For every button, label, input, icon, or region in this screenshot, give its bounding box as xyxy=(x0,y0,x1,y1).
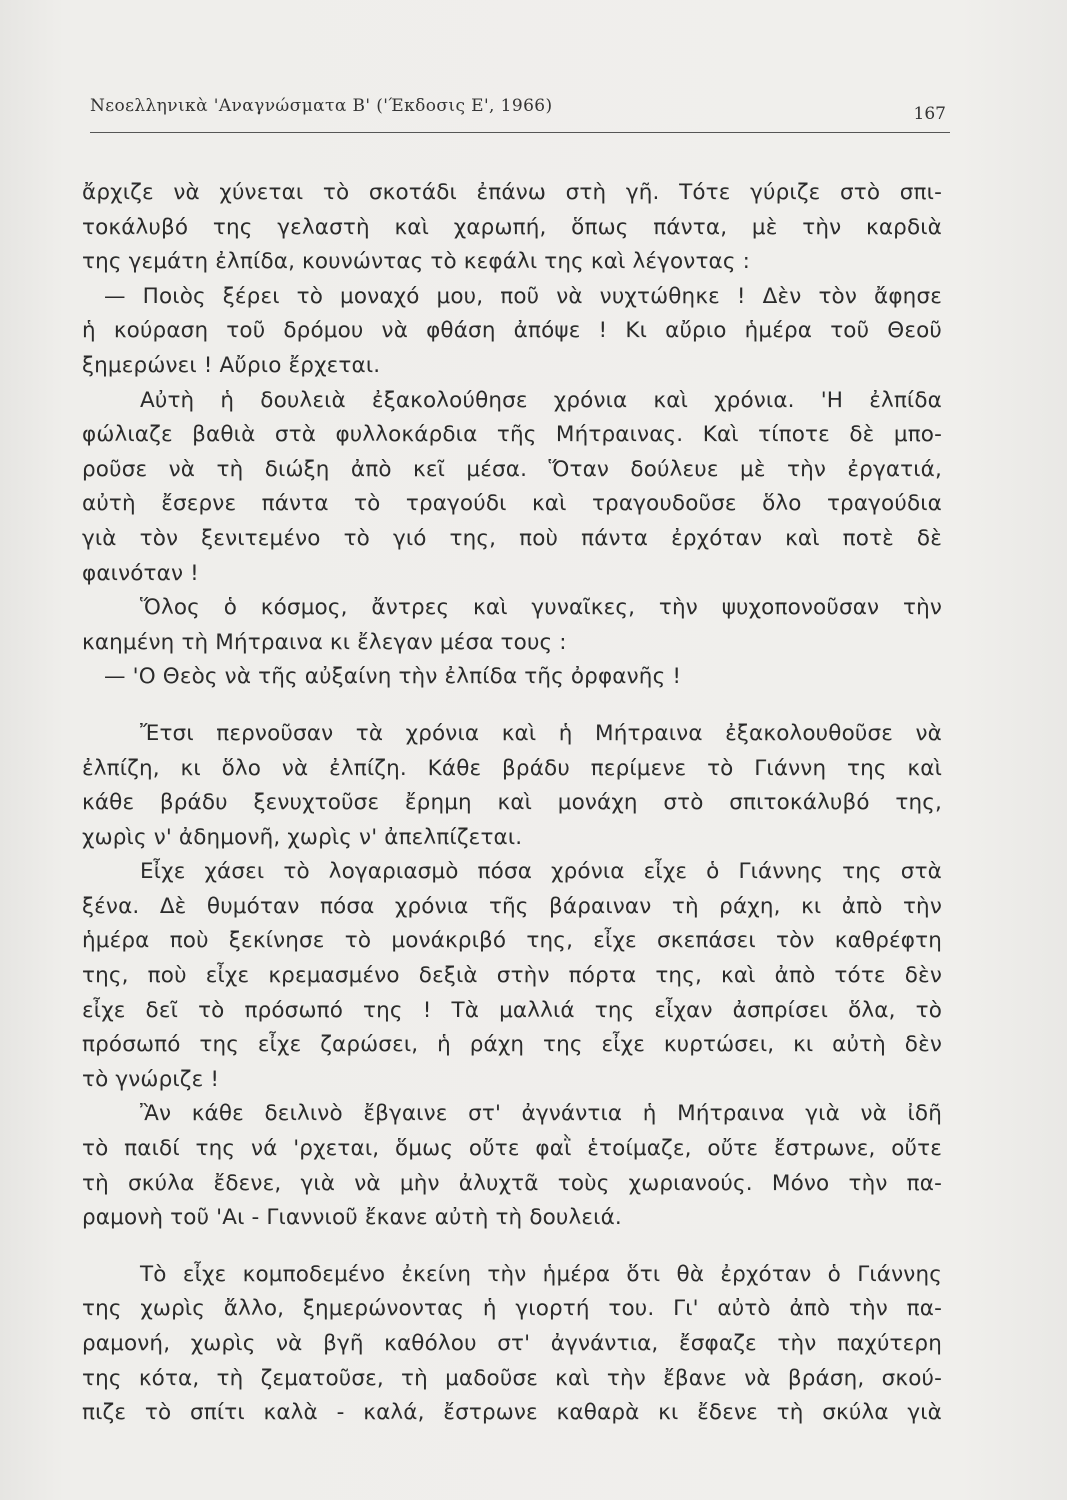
paragraph-gap xyxy=(82,1236,942,1258)
page-number: 167 xyxy=(913,104,946,124)
text-line: πιζε τὸ σπίτι καλὰ - καλά, ἔστρωνε καθαρὰ κι ἔδενε τὴ σκύλα γιὰ xyxy=(82,1400,942,1426)
text-line: Τὸ εἶχε κομποδεμένο ἐκείνη τὴν ἡμέρα ὅτι θὰ ἐρχόταν ὁ Γιάννης xyxy=(140,1261,942,1287)
text-line: ροῦσε νὰ τὴ διώξη ἀπὸ κεῖ μέσα. Ὅταν δούλευε μὲ τὴν ἐργατιά, xyxy=(82,456,942,482)
text-line: πρόσωπό της εἶχε ζαρώσει, ἡ ράχη της εἶχε κυρτώσει, κι αὐτὴ δὲν xyxy=(82,1032,942,1058)
text-line: Αὐτὴ ἡ δουλειὰ ἐξακολούθησε χρόνια καὶ χρόνια. 'Η ἐλπίδα xyxy=(140,387,942,413)
text-line: ξένα. Δὲ θυμόταν πόσα χρόνια τῆς βάραιναν τὴ ράχη, κι ἀπὸ τὴν xyxy=(82,893,942,919)
text-line: ξημερώνει ! Αὔριο ἔρχεται. xyxy=(82,352,381,378)
text-line: της χωρὶς ἄλλο, ξημερώνοντας ἡ γιορτή του. Γι' αὐτὸ ἀπὸ τὴν πα- xyxy=(82,1296,942,1322)
text-line: τὴ σκύλα ἔδενε, γιὰ νὰ μὴν ἀλυχτᾶ τοὺς χωριανούς. Μόνο τὴν πα- xyxy=(82,1170,942,1196)
body-text xyxy=(82,176,942,1431)
text-line: καημένη τὴ Μήτραινα κι ἔλεγαν μέσα τους : xyxy=(82,629,567,655)
text-line: ἡμέρα ποὺ ξεκίνησε τὸ μονάκριβό της, εἶχε σκεπάσει τὸν καθρέφτη xyxy=(82,928,942,954)
text-line: Ὅλος ὁ κόσμος, ἄντρες καὶ γυναῖκες, τὴν ψυχοπονοῦσαν τὴν xyxy=(140,595,942,621)
text-line: — Ποιὸς ξέρει τὸ μοναχό μου, ποῦ νὰ νυχτώθηκε ! Δὲν τὸν ἄφησε xyxy=(104,283,942,309)
text-line: της γεμάτη ἐλπίδα, κουνώντας τὸ κεφάλι της καὶ λέγοντας : xyxy=(82,249,751,275)
text-line: φώλιαζε βαθιὰ στὰ φυλλοκάρδια τῆς Μήτραινας. Καὶ τίποτε δὲ μπο- xyxy=(82,422,942,448)
text-line: χωρὶς ν' ἀδημονῆ, χωρὶς ν' ἀπελπίζεται. xyxy=(82,824,523,850)
text-line: Ἂν κάθε δειλινὸ ἔβγαινε στ' ἀγνάντια ἡ Μήτραινα γιὰ νὰ ἰδῆ xyxy=(140,1101,942,1127)
text-line: εἶχε δεῖ τὸ πρόσωπό της ! Τὰ μαλλιά της εἶχαν ἀσπρίσει ὅλα, τὸ xyxy=(82,997,942,1023)
text-line: κάθε βράδυ ξενυχτοῦσε ἔρημη καὶ μονάχη στὸ σπιτοκάλυβό της, xyxy=(82,790,942,816)
text-line: ἄρχιζε νὰ χύνεται τὸ σκοτάδι ἐπάνω στὴ γῆ. Τότε γύριζε στὸ σπι- xyxy=(82,180,942,205)
text-line: Εἶχε χάσει τὸ λογαριασμὸ πόσα χρόνια εἶχε ὁ Γιάννης της στὰ xyxy=(140,859,942,885)
running-header xyxy=(90,92,950,133)
text-line: τὸ γνώριζε ! xyxy=(82,1066,220,1092)
book-title: Νεοελληνικὰ 'Αναγνώσματα Β' ('Έκδοσις Ε', 1966) xyxy=(90,96,553,116)
text-line: γιὰ τὸν ξενιτεμένο τὸ γιό της, ποὺ πάντα ἐρχόταν καὶ ποτὲ δὲ xyxy=(82,525,942,551)
text-line: τὸ παιδί της νά 'ρχεται, ὅμως οὔτε φαῒ ἑτοίμαζε, οὔτε ἔστρωνε, οὔτε xyxy=(82,1136,942,1162)
text-line: αὐτὴ ἔσερνε πάντα τὸ τραγούδι καὶ τραγουδοῦσε ὅλο τραγούδια xyxy=(82,491,942,517)
text-line: τοκάλυβό της γελαστὴ καὶ χαρωπή, ὅπως πάντα, μὲ τὴν καρδιὰ xyxy=(82,214,942,240)
text-line: ἐλπίζη, κι ὅλο νὰ ἐλπίζη. Κάθε βράδυ περίμενε τὸ Γιάννη της καὶ xyxy=(82,755,942,781)
text-line: φαινόταν ! xyxy=(82,560,199,586)
text-line: ραμονή, χωρὶς νὰ βγῆ καθόλου στ' ἀγνάντια, ἔσφαζε τὴν παχύτερη xyxy=(82,1331,942,1356)
text-line: της, ποὺ εἶχε κρεμασμένο δεξιὰ στὴν πόρτα της, καὶ ἀπὸ τότε δὲν xyxy=(82,963,942,989)
text-line: ἡ κούραση τοῦ δρόμου νὰ φθάση ἀπόψε ! Κι αὔριο ἡμέρα τοῦ Θεοῦ xyxy=(82,318,942,344)
text-line: Ἔτσι περνοῦσαν τὰ χρόνια καὶ ἡ Μήτραινα ἐξακολουθοῦσε νὰ xyxy=(140,720,942,746)
text-line: ραμονὴ τοῦ 'Αι - Γιαννιοῦ ἔκανε αὐτὴ τὴ δουλειά. xyxy=(82,1205,622,1231)
text-line: της κότα, τὴ ζεματοῦσε, τὴ μαδοῦσε καὶ τὴν ἔβανε νὰ βράση, σκού- xyxy=(82,1365,942,1391)
paragraph-gap xyxy=(82,695,942,717)
text-line: — 'Ο Θεὸς νὰ τῆς αὐξαίνη τὴν ἐλπίδα τῆς ὀρφανῆς ! xyxy=(104,664,682,690)
